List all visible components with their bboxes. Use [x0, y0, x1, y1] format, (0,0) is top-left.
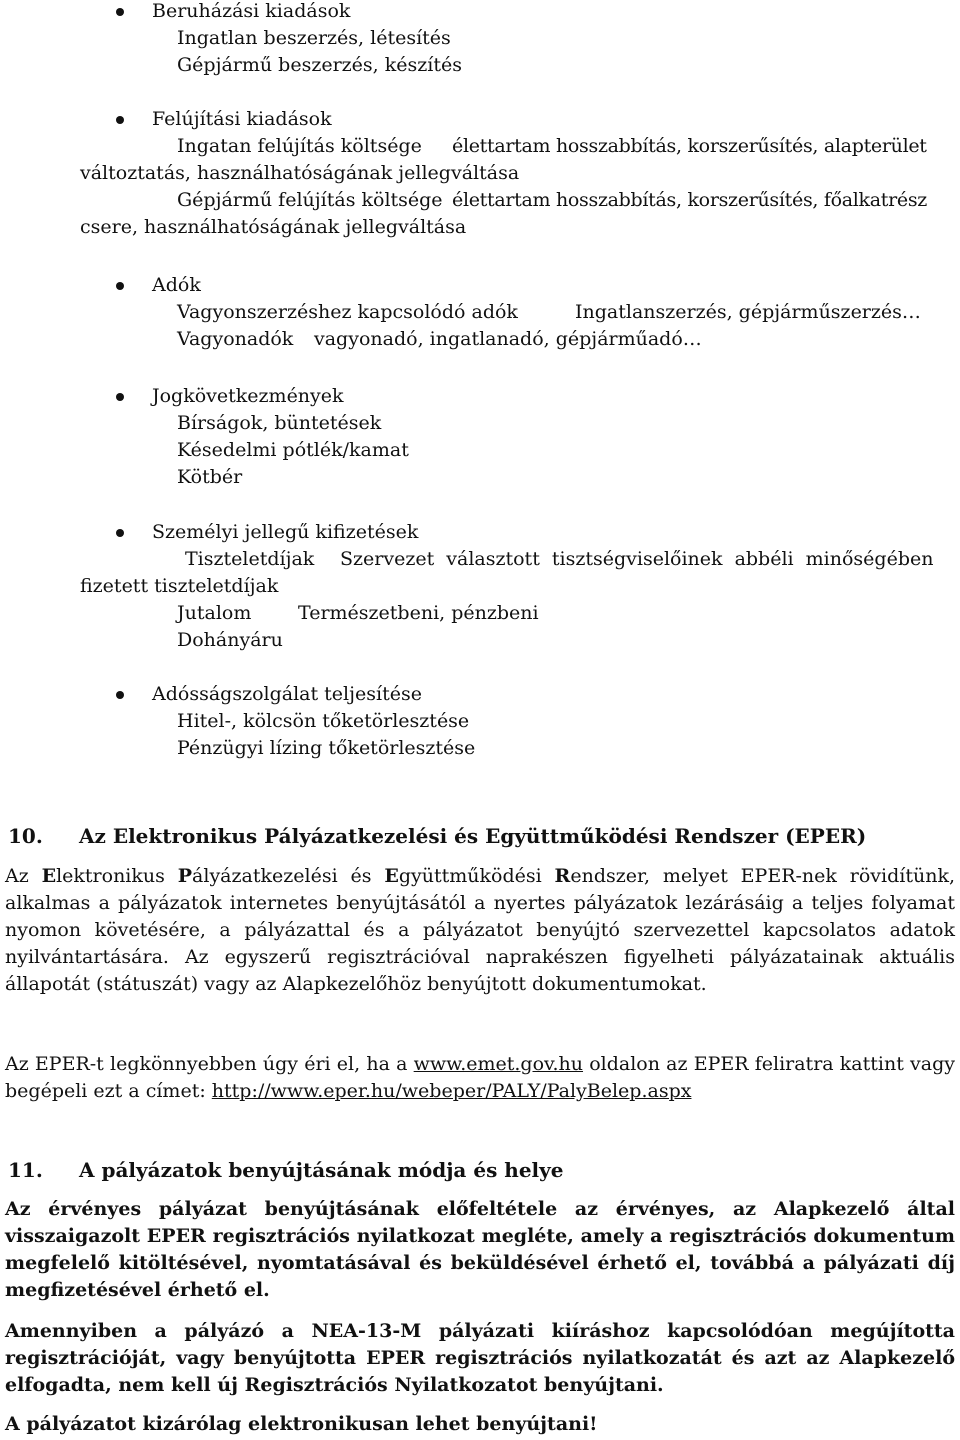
list-title-jogkov: Jogkövetkezmények — [152, 385, 344, 407]
list-item: Tiszteletdíjak — [185, 548, 315, 570]
list-item: Vagyonszerzéshez kapcsolódó adók — [177, 301, 518, 323]
list-item: Gépjármű beszerzés, készítés — [177, 54, 462, 76]
list-item: Ingatlan beszerzés, létesítés — [177, 27, 451, 49]
eper-link[interactable]: http://www.eper.hu/webeper/PALY/PalyBelep.aspx — [211, 1080, 692, 1102]
list-item-detail: csere, használhatóságának jellegváltása — [80, 216, 467, 238]
list-item-detail: Szervezet választott tisztségviselőinek abbéli minőségében — [340, 548, 934, 570]
list-title-adok: Adók — [152, 274, 201, 296]
section-number: 11. — [8, 1158, 43, 1182]
section10-paragraph: Az Elektronikus Pályázatkezelési és Együttműködési Rendszer, melyet EPER-nek rövidítünk, alkalmas a pályázatok internetes benyújtásától a nyertes pályázatok lezárásáig a teljes folyamat nyomon követésére, a pályázattal és a pályázatot benyújtó szervezettel kapcsolatos adatok nyilvántartására. Az egyszerű regisztrációval naprakészen figyelheti pályázatainak aktuális állapotát (státuszát) vagy az Alapkezelőhöz benyújtott dokumentumokat. — [5, 865, 956, 995]
list-item-detail: vagyonadó, ingatlanadó, gépjárműadó… — [314, 328, 702, 350]
list-item-detail: élettartam hosszabbítás, korszerűsítés, alapterület — [452, 135, 927, 157]
list-item-detail: élettartam hosszabbítás, korszerűsítés, főalkatrész — [452, 189, 928, 211]
section11-paragraph: A pályázatot kizárólag elektronikusan lehet benyújtani! — [5, 1413, 598, 1435]
list-item-detail: Ingatlanszerzés, gépjárműszerzés… — [575, 301, 921, 323]
list-title-adossag: Adósságszolgálat teljesítése — [152, 683, 422, 705]
list-item: Hitel-, kölcsön tőketörlesztése — [177, 710, 470, 732]
bullet-icon — [116, 529, 124, 537]
section11-paragraph: Az érvényes pályázat benyújtásának előfeltétele az érvényes, az Alapkezelő által visszaigazolt EPER regisztrációs nyilatkozat megléte, amely a regisztrációs dokumentum megfelelő kitöltésével, nyomtatásával és beküldésével érhető el, továbbá a pályázati díj megfizetésével érhető el. — [5, 1198, 955, 1301]
list-item: Bírságok, büntetések — [177, 412, 382, 434]
bullet-icon — [116, 393, 124, 401]
list-item: Gépjármű felújítás költsége — [177, 189, 443, 211]
list-item: Pénzügyi lízing tőketörlesztése — [177, 737, 476, 759]
list-item: Vagyonadók — [177, 328, 294, 350]
list-item: Kötbér — [177, 466, 243, 488]
section10-paragraph-links: Az EPER-t legkönnyebben úgy éri el, ha a www.emet.gov.hu oldalon az EPER feliratra kattint vagy begépeli ezt a címet: http://www.eper.hu/webeper/PALY/PalyBelep.aspx — [5, 1053, 956, 1102]
list-item-detail: fizetett tiszteletdíjak — [80, 575, 279, 597]
section11-paragraph: Amennyiben a pályázó a NEA-13-M pályázati kiíráshoz kapcsolódóan megújította regisztrációját, vagy benyújtotta EPER regisztrációs nyilatkozatát és azt az Alapkezelő elfogadta, nem kell új Regisztrációs Nyilatkozatot benyújtani. — [5, 1320, 955, 1396]
section-number: 10. — [8, 824, 43, 848]
list-item-detail: változtatás, használhatóságának jellegváltása — [80, 162, 520, 184]
emet-link[interactable]: www.emet.gov.hu — [413, 1053, 584, 1075]
list-item: Jutalom — [177, 602, 252, 624]
list-title-felujitasi: Felújítási kiadások — [152, 108, 332, 130]
bullet-icon — [116, 8, 124, 16]
list-item-detail: Természetbeni, pénzbeni — [298, 602, 539, 624]
section-title: A pályázatok benyújtásának módja és helye — [79, 1158, 564, 1182]
list-item: Ingatan felújítás költsége — [177, 135, 422, 157]
bullet-icon — [116, 691, 124, 699]
bullet-icon — [116, 282, 124, 290]
list-item: Késedelmi pótlék/kamat — [177, 439, 409, 461]
bullet-icon — [116, 116, 124, 124]
section-title: Az Elektronikus Pályázatkezelési és Együttműködési Rendszer (EPER) — [79, 824, 867, 848]
list-title-beruhazasi: Beruházási kiadások — [152, 0, 351, 22]
list-title-szemelyi: Személyi jellegű kifizetések — [152, 521, 419, 543]
list-item: Dohányáru — [177, 629, 283, 651]
